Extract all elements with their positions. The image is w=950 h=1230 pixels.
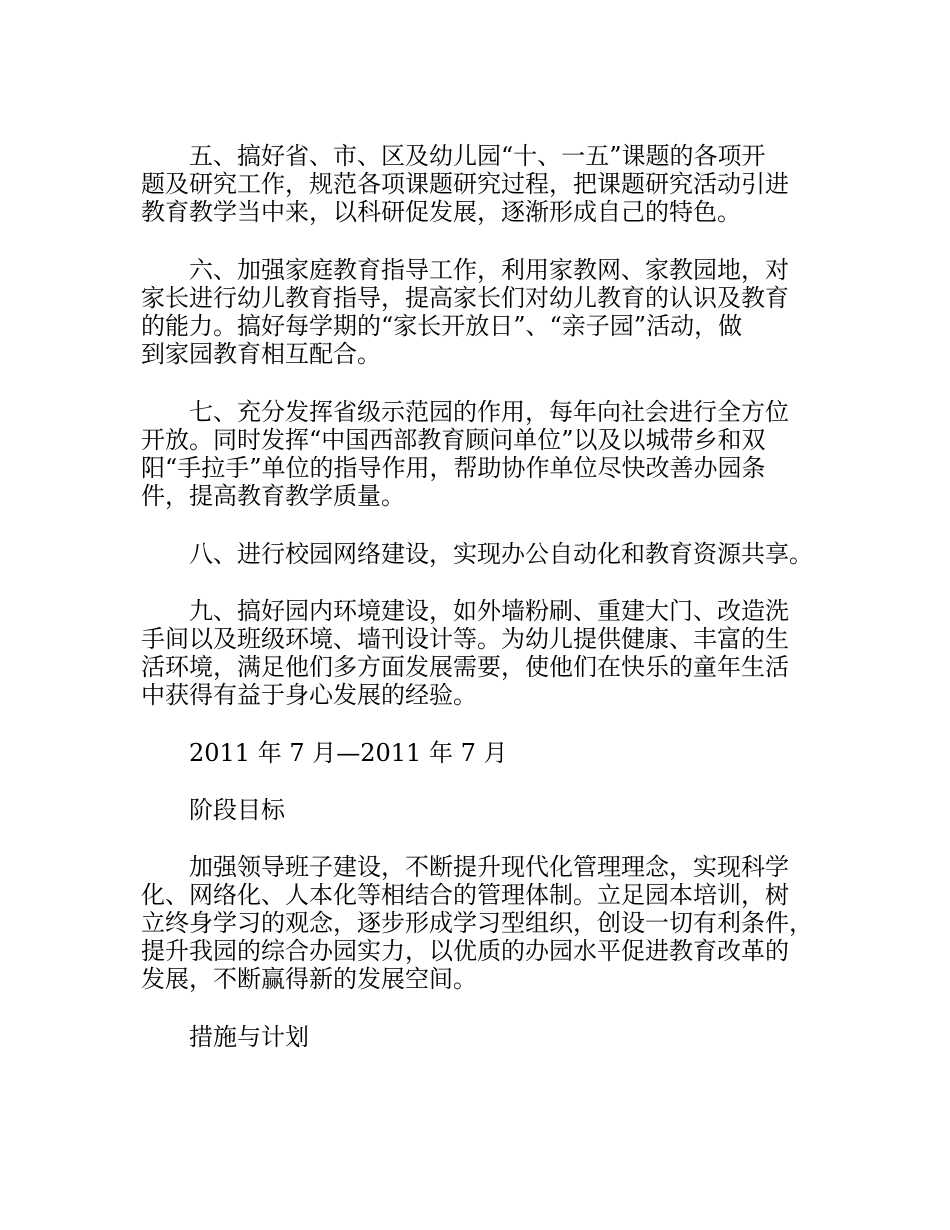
measures-heading: 措施与计划 xyxy=(189,1023,309,1051)
paragraph-line: 提升我园的综合办园实力，以优质的办园水平促进教育改革的 xyxy=(141,937,789,965)
paragraph-7 xyxy=(141,398,821,510)
paragraph-line: 件，提高教育教学质量。 xyxy=(141,482,405,510)
paragraph-line: 到家园教育相互配合。 xyxy=(141,340,381,368)
paragraph-6 xyxy=(141,256,821,368)
paragraph-line: 加强领导班子建设，不断提升现代化管理理念，实现科学 xyxy=(189,853,789,881)
paragraph-line: 化、网络化、人本化等相结合的管理体制。立足园本培训，树 xyxy=(141,881,789,909)
paragraph-line: 中获得有益于身心发展的经验。 xyxy=(141,681,477,709)
paragraph-line: 立终身学习的观念，逐步形成学习型组织，创设一切有利条件， xyxy=(141,909,813,937)
paragraph-line: 发展，不断赢得新的发展空间。 xyxy=(141,965,477,993)
paragraph-line: 阳“手拉手”单位的指导作用，帮助协作单位尽快改善办园条 xyxy=(141,454,766,482)
paragraph-line: 七、充分发挥省级示范园的作用，每年向社会进行全方位 xyxy=(189,398,789,426)
paragraph-line: 教育教学当中来，以科研促发展，逐渐形成自己的特色。 xyxy=(141,198,741,226)
paragraph-line: 活环境，满足他们多方面发展需要，使他们在快乐的童年生活 xyxy=(141,653,789,681)
date-range: 2011 年 7 月—2011 年 7 月 xyxy=(189,739,508,767)
paragraph-8 xyxy=(141,540,821,568)
paragraph-line: 题及研究工作，规范各项课题研究过程，把课题研究活动引进 xyxy=(141,170,789,198)
paragraph-line: 的能力。搞好每学期的“家长开放日”、“亲子园”活动，做 xyxy=(141,312,743,340)
paragraph-line: 开放。同时发挥“中国西部教育顾问单位”以及以城带乡和双 xyxy=(141,426,766,454)
paragraph-line: 六、加强家庭教育指导工作，利用家教网、家教园地，对 xyxy=(189,256,789,284)
stage-goal-heading: 阶段目标 xyxy=(189,796,285,824)
stage-goal-paragraph xyxy=(141,853,821,993)
paragraph-line: 八、进行校园网络建设，实现办公自动化和教育资源共享。 xyxy=(189,540,813,568)
paragraph-line: 手间以及班级环境、墙刊设计等。为幼儿提供健康、丰富的生 xyxy=(141,625,789,653)
paragraph-9 xyxy=(141,597,821,709)
paragraph-line: 家长进行幼儿教育指导，提高家长们对幼儿教育的认识及教育 xyxy=(141,284,789,312)
paragraph-line: 五、搞好省、市、区及幼儿园“十、一五”课题的各项开 xyxy=(189,142,766,170)
paragraph-5 xyxy=(141,142,821,226)
paragraph-line: 九、搞好园内环境建设，如外墙粉刷、重建大门、改造洗 xyxy=(189,597,789,625)
